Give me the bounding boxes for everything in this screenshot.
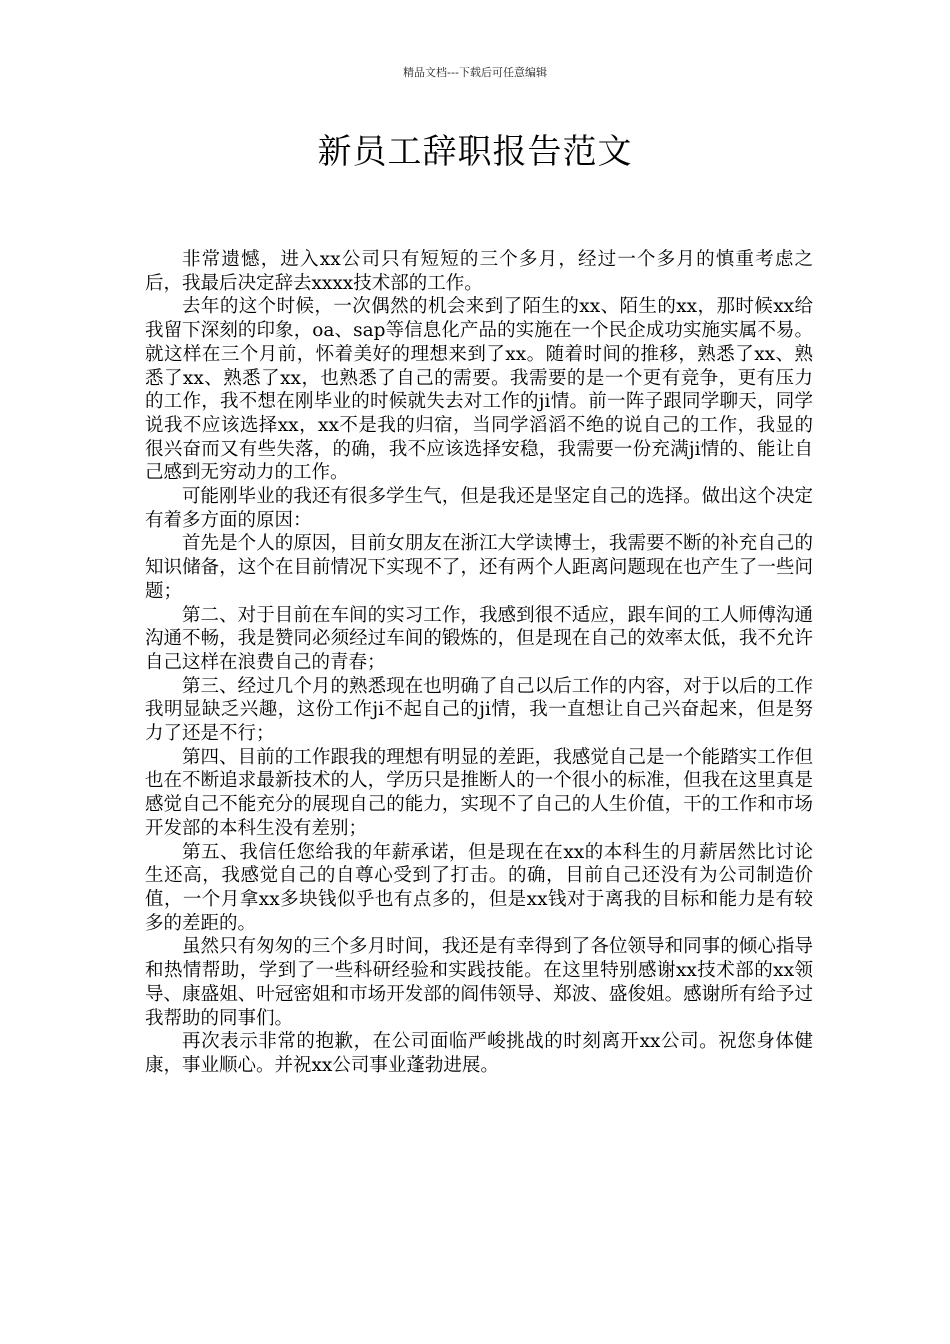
paragraph-intro: 非常遗憾，进入xx公司只有短短的三个多月，经过一个多月的慎重考虑之后，我最后决定辞去xxxx技术部的工作。	[145, 249, 813, 294]
document-title: 新员工辞职报告范文	[317, 132, 633, 172]
paragraph-background: 去年的这个时候，一次偶然的机会来到了陌生的xx、陌生的xx，那时候xx给我留下深刻的印象，oa、sap等信息化产品的实施在一个民企成功实施实属不易。就这样在三个月前，怀着美好的理想来到了xx。随着时间的推移，熟悉了xx、熟悉了xx、熟悉了xx，也熟悉了自己的需要。我需要的是一个更有竞争，更有压力的工作，我不想在刚毕业的时候就失去对工作的ji情。前一阵子跟同学聊天，同学说我不应该选择xx，xx不是我的归宿，当同学滔滔不绝的说自己的工作，我显的很兴奋而又有些失落，的确，我不应该选择安稳，我需要一份充满ji情的、能让自己感到无穷动力的工作。	[145, 296, 813, 484]
paragraph-closing: 再次表示非常的抱歉，在公司面临严峻挑战的时刻离开xx公司。祝您身体健康，事业顺心。并祝xx公司事业蓬勃进展。	[145, 1031, 813, 1076]
paragraph-reason-second: 第二、对于目前在车间的实习工作，我感到很不适应，跟车间的工人师傅沟通沟通不畅，我是赞同必须经过车间的锻炼的，但是现在自己的效率太低，我不允许自己这样在浪费自己的青春；	[145, 604, 813, 673]
paragraph-reason-fifth: 第五、我信任您给我的年薪承诺，但是现在在xx的本科生的月薪居然比讨论生还高，我感觉自己的自尊心受到了打击。的确，目前自己还没有为公司制造价值，一个月拿xx多块钱似乎也有点多的，但是xx钱对于离我的目标和能力是有较多的差距的。	[145, 841, 813, 934]
paragraph-reason-third: 第三、经过几个月的熟悉现在也明确了自己以后工作的内容，对于以后的工作我明显缺乏兴趣，这份工作ji不起自己的ji情，我一直想让自己兴奋起来，但是努力了还是不行；	[145, 675, 813, 745]
paragraph-reason-fourth: 第四、目前的工作跟我的理想有明显的差距，我感觉自己是一个能踏实工作但也在不断追求最新技术的人，学历只是推断人的一个很小的标准，但我在这里真是感觉自己不能充分的展现自己的能力，实现不了自己的人生价值，干的工作和市场开发部的本科生没有差别；	[145, 746, 813, 839]
paragraph-decision: 可能刚毕业的我还有很多学生气，但是我还是坚定自己的选择。做出这个决定有着多方面的原因：	[145, 486, 813, 531]
page-header-note: 精品文档---下载后可任意编辑	[403, 66, 547, 79]
paragraph-reason-first: 首先是个人的原因，目前女朋友在浙江大学读博士，我需要不断的补充自己的知识储备，这个在目前情况下实现不了，还有两个人距离问题现在也产生了一些问题；	[145, 533, 813, 602]
paragraph-thanks: 虽然只有匆匆的三个多月时间，我还是有幸得到了各位领导和同事的倾心指导和热情帮助，学到了一些科研经验和实践技能。在这里特别感谢xx技术部的xx领导、康盛姐、叶冠密姐和市场开发部的阎伟领导、郑波、盛俊姐。感谢所有给予过我帮助的同事们。	[145, 936, 813, 1029]
document-body	[145, 248, 813, 1078]
